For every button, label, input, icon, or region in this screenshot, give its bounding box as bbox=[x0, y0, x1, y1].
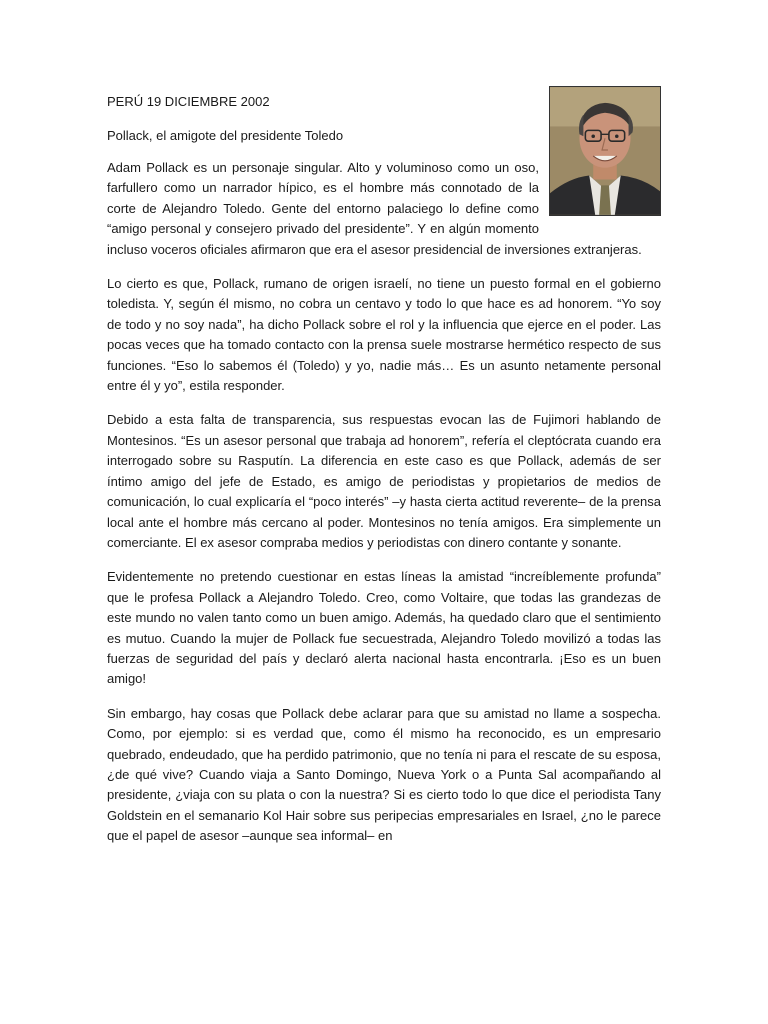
portrait-photo bbox=[549, 86, 661, 216]
dateline: PERÚ 19 DICIEMBRE 2002 bbox=[107, 94, 270, 109]
article bbox=[107, 92, 661, 861]
paragraph-2: Lo cierto es que, Pollack, rumano de origen israelí, no tiene un puesto formal en el gobierno toledista. Y, según él mismo, no cobra un centavo y todo lo que hace es ad honorem. “Yo soy de todo y no soy nada”, ha dicho Pollack sobre el rol y la influencia que ejerce en el poder. Las pocas veces que ha tomado contacto con la prensa suele mostrarse hermético respecto de sus funciones. “Eso lo sabemos él (Toledo) y yo, nadie más… Es un asunto netamente personal entre él y yo”, estila responder. bbox=[107, 276, 661, 394]
paragraph-1: Adam Pollack es un personaje singular. Alto y voluminoso como un oso, farfullero como un narrador hípico, es el hombre más connotado de la corte de Alejandro Toledo. Gente del entorno palaciego lo define como “amigo personal y consejero privado del presidente”. Y en algún momento incluso voceros oficiales afirmaron que era el asesor presidencial de inversiones extranjeras. bbox=[107, 160, 642, 257]
paragraph-5: Sin embargo, hay cosas que Pollack debe aclarar para que su amistad no llame a sospecha. Como, por ejemplo: si es verdad que, como él mismo ha reconocido, es un empresario quebrado, endeudado, que ha perdido patrimonio, que no tenía ni para el rescate de su esposa, ¿de qué vive? Cuando viaja a Santo Domingo, Nueva York o a Punta Sal acompañando al presidente, ¿viaja con su plata o con la nuestra? Si es cierto todo lo que dice el periodista Tany Goldstein en el semanario Kol Hair sobre sus peripecias empresariales en Israel, ¿no le parece que el papel de asesor –aunque sea informal– en bbox=[107, 705, 661, 844]
headline: Pollack, el amigote del presidente Toledo bbox=[107, 128, 344, 143]
paragraph-3: Debido a esta falta de transparencia, sus respuestas evocan las de Fujimori hablando de Montesinos. “Es un asesor personal que trabaja ad honorem”, refería el cleptócrata cuando era interrogado sobre su Rasputín. La diferencia en este caso es que Pollack, además de ser íntimo amigo del jefe de Estado, es amigo de periodistas y propietarios de medios de comunicación, lo cual explicaría el “poco interés” –y hasta cierta actitud reverente– de la prensa local ante el hombre más cercano al poder. Montesinos no tenía amigos. Era simplemente un comerciante. El ex asesor compraba medios y periodistas con dinero contante y sonante. bbox=[107, 412, 661, 550]
paragraph-4: Evidentemente no pretendo cuestionar en estas líneas la amistad “increíblemente profunda” que le profesa Pollack a Alejandro Toledo. Creo, como Voltaire, que todas las grandezas de este mundo no valen tanto como un buen amigo. Además, ha quedado claro que el sentimiento es mutuo. Cuando la mujer de Pollack fue secuestrada, Alejandro Toledo movilizó a todas las fuerzas de seguridad del país y declaró alerta nacional hasta encontrarla. ¡Eso es un buen amigo! bbox=[107, 569, 661, 687]
portrait-icon bbox=[550, 87, 660, 215]
